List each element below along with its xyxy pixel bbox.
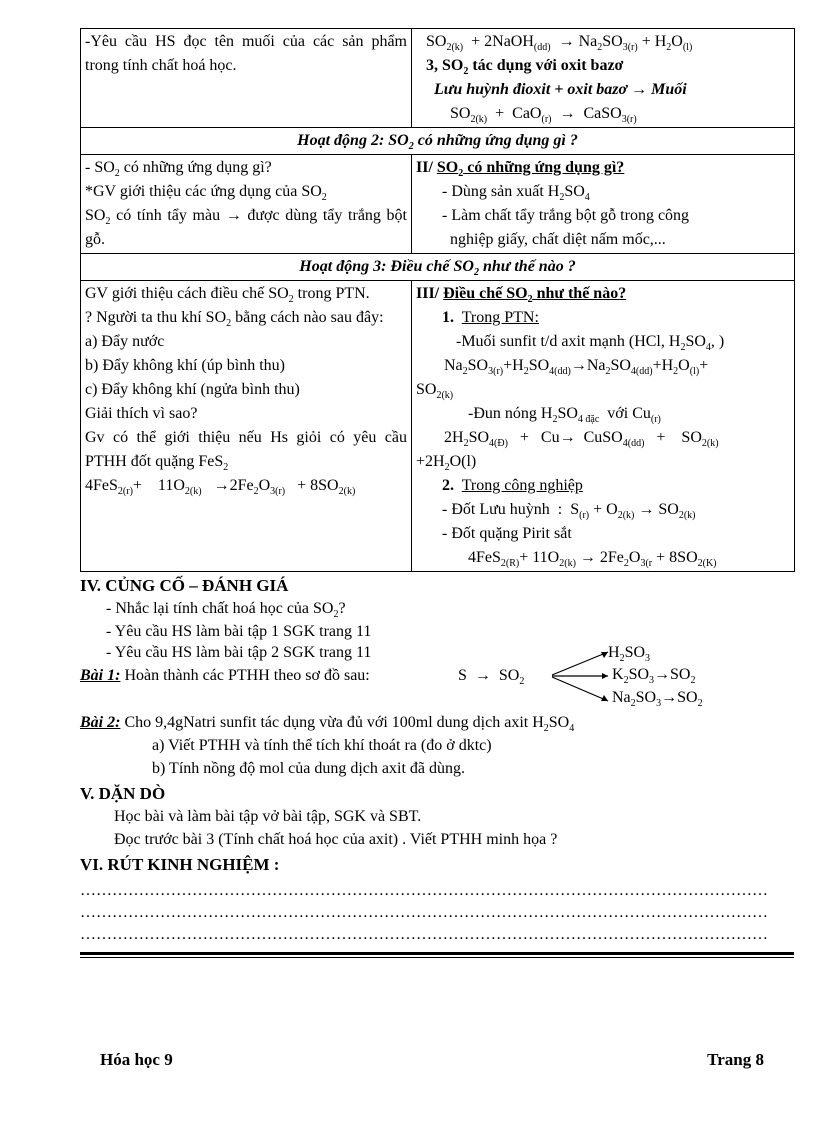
section-v-title: V. DẶN DÒ <box>80 784 166 803</box>
table-row <box>81 281 795 572</box>
list-item: a) Viết PTHH và tính thể tích khí thoát ra (đo ở dktc) <box>152 737 492 754</box>
section-ii-title: II/ $SO_2$ có những ứng dụng gì? <box>416 159 625 179</box>
note-line: ………………………………………………………………………………………………………………… <box>80 882 768 899</box>
cell-line: $SO_{2(k)}$ <box>416 381 454 401</box>
lesson-page <box>80 28 794 958</box>
cell-line: $SO_2$ có tính tẩy màu → được dùng tẩy trắng bột gỗ. <box>85 207 407 248</box>
list-item: - Yêu cầu HS làm bài tập 2 SGK trang 11 <box>106 644 372 661</box>
section-iv-title: IV. CỦNG CỐ – ĐÁNH GIÁ <box>80 576 289 595</box>
cell-line: *GV giới thiệu các ứng dụng của $SO_2$ <box>85 183 327 203</box>
table-row <box>81 128 795 155</box>
activity-2-header: Hoạt động 2: $SO_2$ có những ứng dụng gì ? <box>81 128 795 155</box>
content-cell <box>412 155 795 254</box>
section-iii-title: III/ Điều chế $SO_2$ như thế nào? <box>416 285 627 305</box>
cell-line: ? Người ta thu khí $SO_2$ bằng cách nào sau đây: <box>85 309 384 329</box>
content-cell <box>412 281 795 572</box>
cell-line: - Đốt Lưu huỳnh : $S_{(r)} + O_{2(k)} \to SO_{2(k)}$ <box>442 501 696 521</box>
cell-line: $2H_2SO_{4(Đ)} + Cu\to$ CuSO$_{4(dd)}$ + $SO_{2(k)}$ <box>444 429 719 449</box>
section-vi-title: VI. RÚT KINH NGHIỆM : <box>80 855 280 874</box>
cell-line: $4FeS_{2(R)}+ 11O_{2(k)} \to 2Fe_2O_{3(r} + 8SO_{2(K)}$ <box>468 549 717 569</box>
note-line: ………………………………………………………………………………………………………………… <box>80 904 768 921</box>
equation-so2-naoh <box>426 30 790 54</box>
bai1-label: Bài 1: <box>80 667 121 684</box>
table-row <box>81 29 795 128</box>
cell-line: $Na_2SO_{3(r)}+H_2SO_{4(dd)}\to Na_2SO_{4(dd)}+H_2O_{(l)}+$ <box>444 357 709 377</box>
bai1-block <box>80 641 794 707</box>
cell-line: 4FeS$_{2(r)}$+ $11O_{2(k)} \to 2Fe_2O_{3(r)} + 8SO_{2(k)}$ <box>85 477 356 497</box>
scheme-product-2: $K_2SO_3\to SO_2$ <box>612 666 696 686</box>
cell-line: - Dùng sản xuất $H_2SO_4$ <box>442 183 590 203</box>
bai1-line <box>80 664 370 687</box>
footer-subject: Hóa học 9 <box>100 1050 173 1069</box>
teacher-activity-cell <box>81 281 412 572</box>
cell-line: -Đun nóng $H_2SO_{4 đặc}$ với $Cu_{(r)}$ <box>468 405 661 425</box>
cell-line: 1. Trong PTN: <box>442 309 539 326</box>
bai2-line: Bài 2: Cho 9,4gNatri sunfit tác dụng vừa đủ với 100ml dung dịch axit $H_2SO_4$ <box>80 714 575 734</box>
cell-text: -Yêu cầu HS đọc tên muối của các sản phẩm trong tính chất hoá học. <box>85 33 407 74</box>
equation-line: $SO_{2(k)}$ + 2NaOH$_{(dd)}$ → $Na_2SO_{3(r)} + H_2O_{(l)}$ <box>426 33 693 53</box>
cell-line: a) Đẩy nước <box>85 333 165 350</box>
cell-line: $+2H_2O(l)$ <box>416 453 477 473</box>
bai2-label: Bài 2: <box>80 714 121 731</box>
list-item: - Nhắc lại tính chất hoá học của $SO_2$? <box>106 600 346 620</box>
footer-page-number: Trang 8 <box>707 1050 764 1069</box>
cell-line: - $SO_2$ có những ứng dụng gì? <box>85 159 272 179</box>
lesson-table <box>80 28 795 572</box>
bai1-text: Hoàn thành các PTHH theo sơ đồ sau: <box>124 667 370 684</box>
list-item: - Yêu cầu HS làm bài tập 1 SGK trang 11 <box>106 623 372 640</box>
footer-rule-thick <box>80 952 794 955</box>
teacher-activity-cell <box>81 155 412 254</box>
scheme-start: $S \to SO_2$ <box>458 667 525 687</box>
cell-line: 2. Trong công nghiệp <box>442 477 583 494</box>
cell-line: GV giới thiệu cách điều chế $SO_2$ trong PTN. <box>85 285 370 305</box>
cell-line: - Đốt quặng Pirit sắt <box>442 525 572 542</box>
cell-line: - Làm chất tẩy trắng bột gỗ trong công nghiệp giấy, chất diệt nấm mốc,... <box>442 207 690 248</box>
teacher-activity-cell <box>81 29 412 128</box>
footer-rule-thin <box>80 957 794 958</box>
table-row <box>81 254 795 281</box>
subsection-title: 3, $SO_2$ tác dụng với oxit bazơ <box>426 57 624 77</box>
list-item: Đọc trước bài 3 (Tính chất hoá học của axit) . Viết PTHH minh họa ? <box>114 831 558 848</box>
cell-line: Gv có thể giới thiệu nếu Hs giỏi có yêu cầu PTHH đốt quặng FeS$_2$ <box>85 429 407 473</box>
table-row <box>81 155 795 254</box>
scheme-product-1: $H_2SO_3$ <box>608 644 651 664</box>
cell-line: c) Đẩy không khí (ngửa bình thu) <box>85 381 300 398</box>
cell-line: b) Đẩy không khí (úp bình thu) <box>85 357 285 374</box>
note-line: ………………………………………………………………………………………………………………… <box>80 926 768 943</box>
scheme-product-3: $Na_2SO_3\to SO_2$ <box>612 689 703 709</box>
content-cell <box>412 29 795 128</box>
page-footer <box>100 1050 764 1070</box>
equation-so2-cao: $SO_{2(k)} + CaO_{(r)}$ → CaSO$_{3(r)}$ <box>450 105 637 125</box>
equation-word: Lưu huỳnh đioxit + oxit bazơ → Muối <box>434 81 687 98</box>
list-item: b) Tính nồng độ mol của dung dịch axit đã dùng. <box>152 760 465 777</box>
cell-line: Giải thích vì sao? <box>85 405 198 422</box>
list-item: Học bài và làm bài tập vở bài tập, SGK và SBT. <box>114 808 422 825</box>
cell-line: -Muối sunfit t/d axit mạnh (HCl, $H_2SO_4$, ) <box>456 333 725 353</box>
activity-3-header: Hoạt động 3: Điều chế $SO_2$ như thế nào ? <box>81 254 795 281</box>
